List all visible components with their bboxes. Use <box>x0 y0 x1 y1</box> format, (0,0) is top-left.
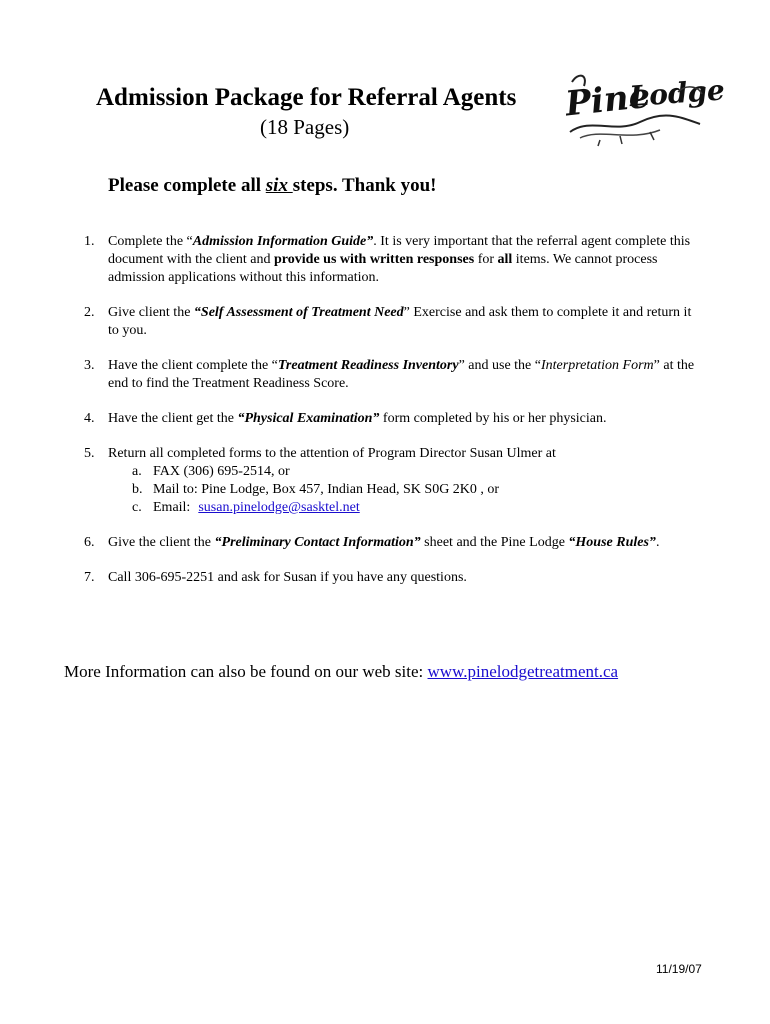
step-3: 3. Have the client complete the “Treatment Readiness Inventory” and use the “Interpretation Form” at the end to find the Treatment Readiness Score. <box>84 358 695 391</box>
email-link[interactable]: susan.pinelodge@sasktel.net <box>198 500 360 515</box>
page-count-subtitle: (18 Pages) <box>260 115 350 139</box>
pine-lodge-logo <box>560 62 726 147</box>
contact-methods-list <box>108 463 705 517</box>
instructions-heading: Please complete all six steps. Thank you! <box>108 175 437 196</box>
website-link[interactable]: www.pinelodgetreatment.ca <box>427 662 619 681</box>
step-5: 5. Return all completed forms to the attention of Program Director Susan Ulmer at a. FAX (306) 695-2514, or b. Mail to: Pine Lodge, Box 457, Indian Head, SK S0G 2K0 , or c. Email: susan.pinelodge@sasktel.net <box>80 445 705 517</box>
step-6: 6. Give the client the “Preliminary Contact Information” sheet and the Pine Lodge “House Rules”. <box>84 535 660 550</box>
fax-item: a. FAX (306) 695-2514, or <box>132 464 290 479</box>
step-4: 4. Have the client get the “Physical Examination” form completed by his or her physician. <box>84 411 607 426</box>
steps-list <box>80 233 705 604</box>
mail-item: b. Mail to: Pine Lodge, Box 457, Indian Head, SK S0G 2K0 , or <box>132 482 500 497</box>
step-2: 2. Give client the “Self Assessment of Treatment Need” Exercise and ask them to complete it and return it to you. <box>84 305 692 338</box>
svg-text:Pine: Pine <box>563 75 653 125</box>
step-1: 1. Complete the “Admission Information Guide”. It is very important that the referral agent complete this document with the client and provide us with written responses for all items. We cannot process admission applications without this information. <box>84 234 691 285</box>
document-date: 11/19/07 <box>656 962 702 976</box>
svg-text:Lodge: Lodge <box>628 73 726 114</box>
six-emphasis: six <box>265 175 293 196</box>
more-info-line: More Information can also be found on our web site: www.pinelodgetreatment.ca <box>64 662 619 681</box>
document-title: Admission Package for Referral Agents <box>96 84 517 111</box>
email-item: c. Email: susan.pinelodge@sasktel.net <box>132 500 360 515</box>
step-7: 7. Call 306-695-2251 and ask for Susan if you have any questions. <box>84 570 467 585</box>
